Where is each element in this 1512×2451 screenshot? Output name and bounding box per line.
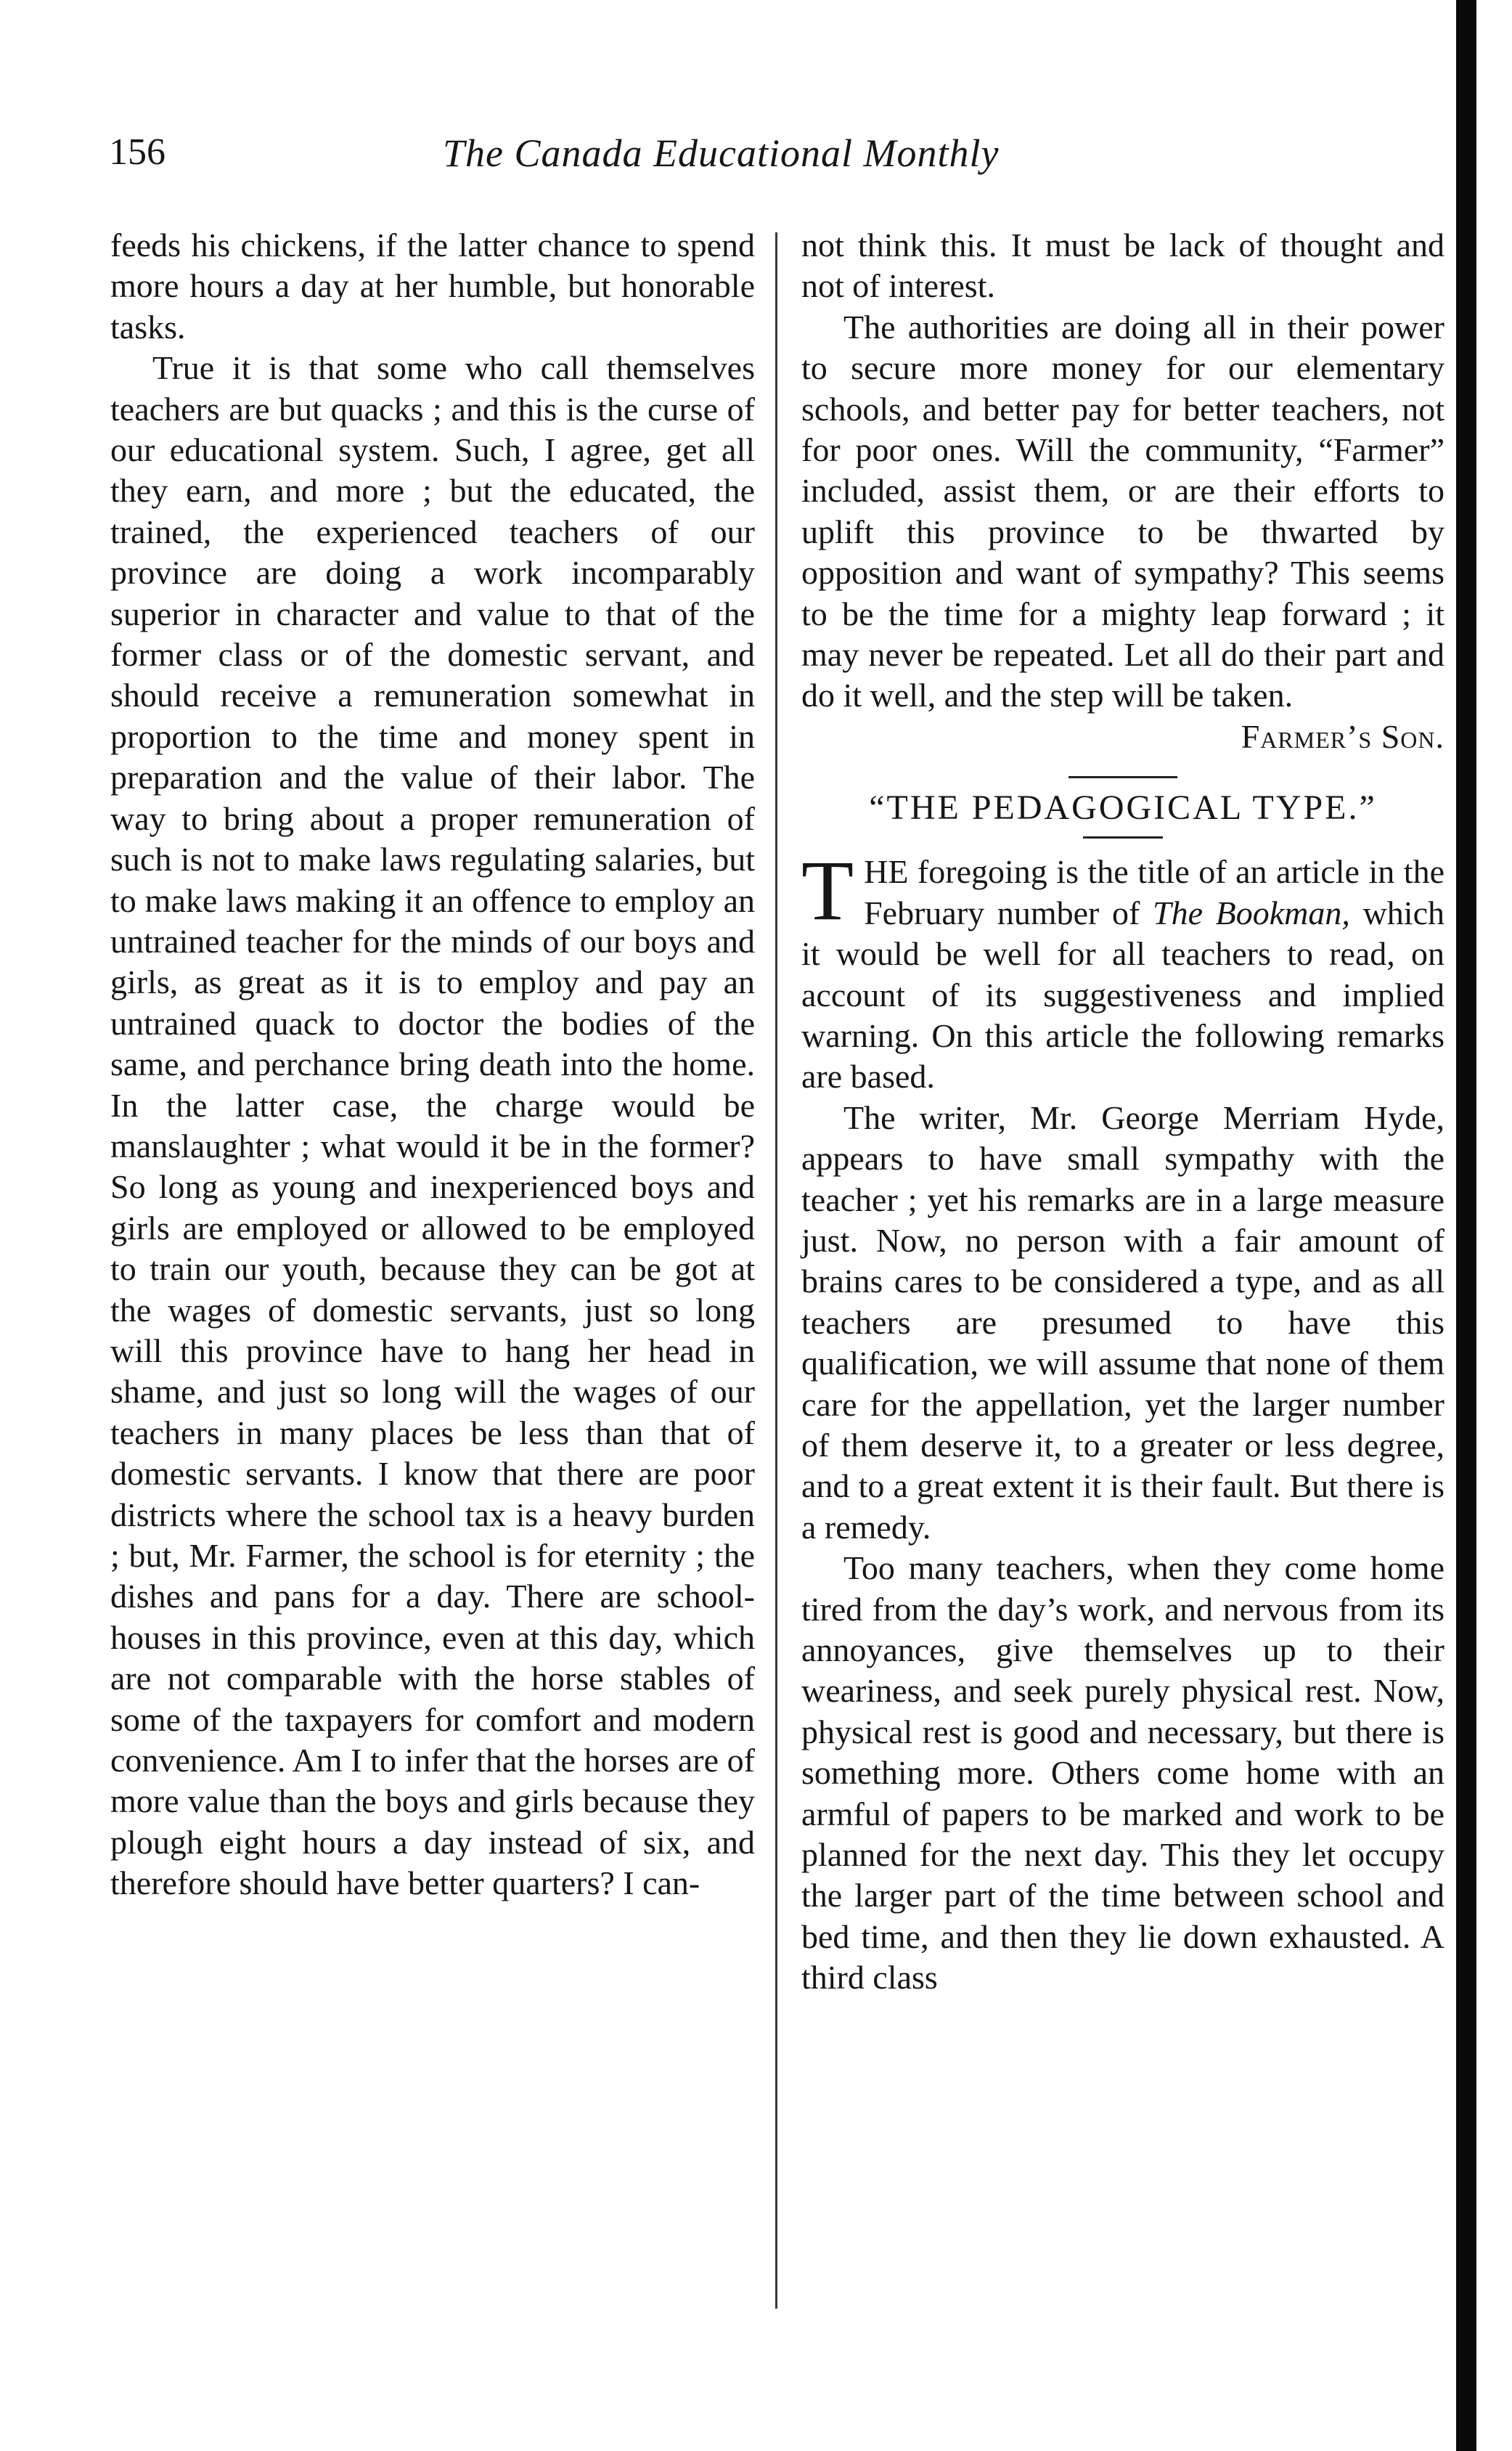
author-signature: Farmer’s Son. [1241, 717, 1444, 755]
article-p1-text: HE foregoing is the title of an article in the February number of [864, 853, 1444, 931]
article-p1-text-end: which it would be well for all teachers to read, on account of its suggestiveness and implied warning. On this article the following remarks are based. [801, 894, 1444, 1096]
page-number: 156 [109, 131, 165, 173]
article-paragraph-3: Too many teachers, when they come home tired from the day’s work, and nervous from its annoyances, give themselves up to their weariness, and seek purely physical rest. Now, physical rest is good and necessary, but there is something more. Others come home with an armful of papers to be marked and work to be planned for the next day. This they let occupy the larger part of the time between school and bed time, and then they lie down exhausted. A third class [801, 1549, 1444, 1997]
paragraph-continuation-right: not think this. It must be lack of thought and not of interest. [801, 227, 1444, 305]
column-divider [775, 232, 777, 2309]
article-paragraph-2: The writer, Mr. George Merriam Hyde, appears to have small sympathy with the teacher ; yet his remarks are in a large measure just. Now, no person with a fair amount of brains cares to be considered a type, and as all teachers are presumed to have this qualification, we will assume that none of them care for the appellation, yet the larger number of them deserve it, to a greater or less degree, and to a great extent it is their fault. But there is a remedy. [801, 1098, 1444, 1546]
left-column [110, 225, 755, 1904]
section-rule-bottom [1083, 836, 1163, 839]
page-header [109, 131, 1437, 196]
paragraph-authorities [801, 307, 1444, 755]
magazine-title: The Bookman, [1153, 894, 1350, 931]
paragraph-continuation: feeds his chickens, if the latter chance to spend more hours a day at her humble, but honorable tasks. [110, 227, 755, 346]
running-title: The Canada Educational Monthly [443, 131, 1000, 175]
drop-cap: T [801, 843, 854, 939]
article-paragraph-1 [801, 843, 1444, 1097]
section-rule-top [1068, 776, 1177, 778]
section-title: “THE PEDAGOGICAL TYPE.” [869, 788, 1377, 828]
right-column [801, 225, 1444, 1999]
paragraph-authorities-text: The authorities are doing all in their power to secure more money for our elementary schools, and better pay for better teachers, not for poor ones. Will the community, “Farmer” included, assist them, or are their efforts to uplift this province to be thwarted by opposition and want of sympathy? This seems to be the time for a mighty leap forward ; it may never be repeated. Let all do their part and do it well, and the step will be taken. [801, 308, 1444, 714]
scan-edge-bar [1456, 0, 1476, 2451]
paragraph-teachers-remuneration: True it is that some who call themselves teachers are but quacks ; and this is the curse of our educational system. Such, I agree, get all they earn, and more ; but the educated, the trained, the experienced teachers of our province are doing a work incomparably superior in character and value to that of the former class or of the domestic servant, and should receive a remuneration somewhat in proportion to the time and money spent in preparation and the value of their labor. The way to bring about a proper remuneration of such is not to make laws regulating salaries, but to make laws making it an offence to employ an untrained teacher for the minds of our boys and girls, as great as it is to employ and pay an untrained quack to doctor the bodies of the same, and perchance bring death into the home. In the latter case, the charge would be manslaughter ; what would it be in the former? So long as young and inexperienced boys and girls are employed or allowed to be employed to train our youth, because they can be got at the wages of domestic servants, just so long will this province have to hang her head in shame, and just so long will the wages of our teachers in many places be less than that of domestic servants. I know that there are poor districts where the school tax is a heavy burden ; but, Mr. Farmer, the school is for eternity ; the dishes and pans for a day. There are school-houses in this province, even at this day, which are not comparable with the horse stables of some of the taxpayers for comfort and modern convenience. Am I to infer that the horses are of more value than the boys and girls because they plough eight hours a day instead of six, and therefore should have better quarters? I can- [110, 349, 755, 1902]
